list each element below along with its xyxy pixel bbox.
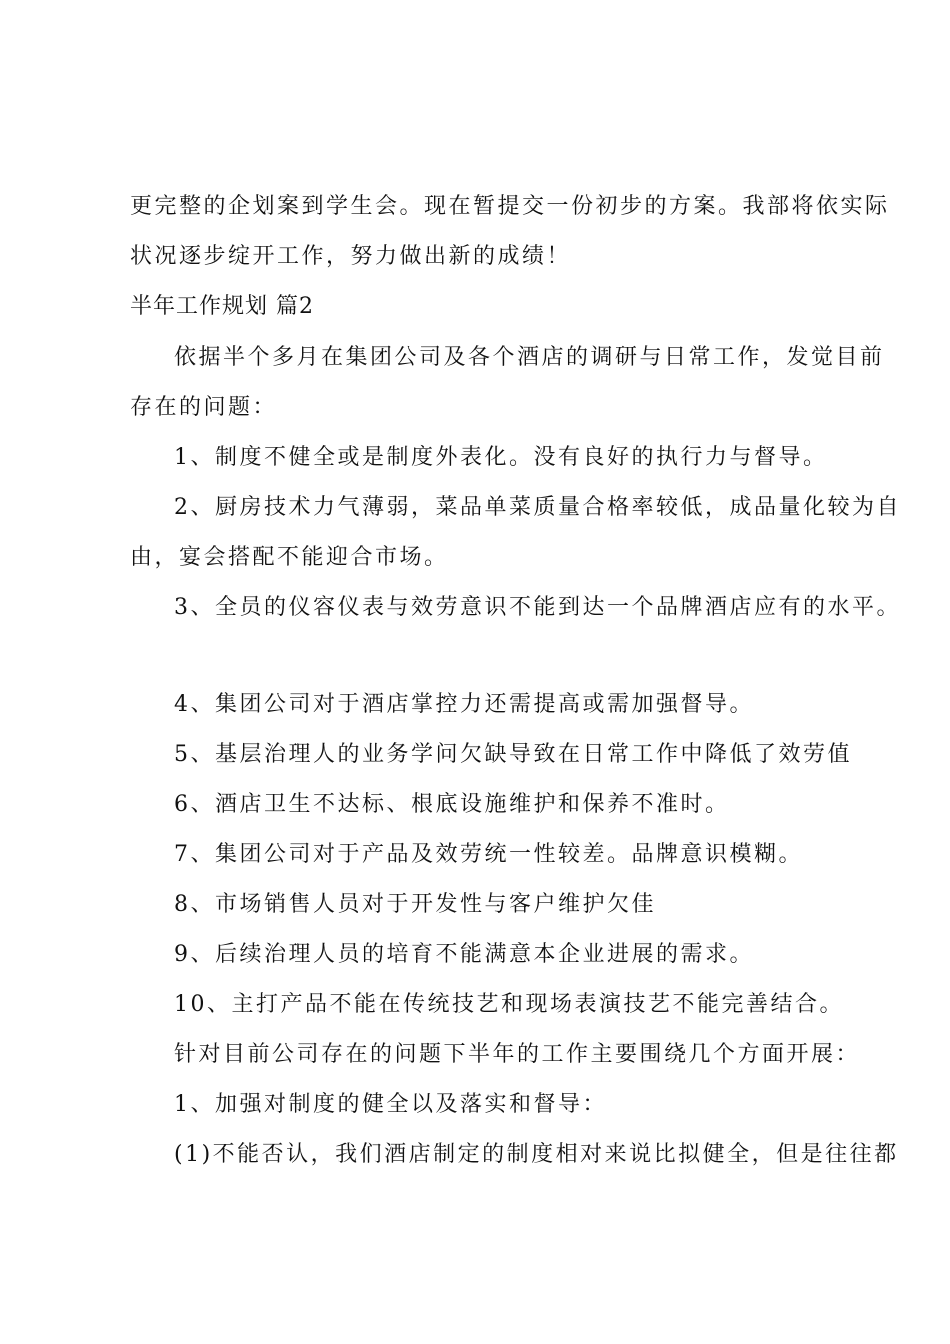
list-item: 8、市场销售人员对于开发性与客户维护欠佳 bbox=[174, 892, 656, 917]
list-item: 5、基层治理人的业务学问欠缺导致在日常工作中降低了效劳值 bbox=[174, 742, 852, 767]
list-item: 3、全员的仪容仪表与效劳意识不能到达一个品牌酒店应有的水平。 bbox=[174, 595, 901, 620]
list-item: 4、集团公司对于酒店掌控力还需提高或需加强督导。 bbox=[174, 692, 754, 717]
list-item: 7、集团公司对于产品及效劳统一性较差。品牌意识模糊。 bbox=[174, 842, 803, 867]
list-item: 1、加强对制度的健全以及落实和督导： bbox=[174, 1092, 607, 1117]
list-item: 9、后续治理人员的培育不能满意本企业进展的需求。 bbox=[174, 942, 754, 967]
paragraph-line: 状况逐步绽开工作，努力做出新的成绩！ bbox=[130, 244, 572, 269]
list-item: (1)不能否认，我们酒店制定的制度相对来说比拟健全，但是往往都 bbox=[174, 1142, 899, 1167]
list-item: 6、酒店卫生不达标、根底设施维护和保养不准时。 bbox=[174, 792, 730, 817]
paragraph-line: 依据半个多月在集团公司及各个酒店的调研与日常工作，发觉目前 bbox=[174, 345, 885, 370]
paragraph-line: 由，宴会搭配不能迎合市场。 bbox=[130, 545, 449, 570]
section-heading: 半年工作规划 篇2 bbox=[130, 294, 314, 319]
paragraph-line: 针对目前公司存在的问题下半年的工作主要围绕几个方面开展： bbox=[174, 1042, 861, 1067]
list-item: 1、制度不健全或是制度外表化。没有良好的执行力与督导。 bbox=[174, 445, 828, 470]
paragraph-line: 更完整的企划案到学生会。现在暂提交一份初步的方案。我部将依实际 bbox=[130, 194, 890, 219]
list-item: 2、厨房技术力气薄弱，菜品单菜质量合格率较低，成品量化较为自 bbox=[174, 495, 901, 520]
paragraph-line: 存在的问题： bbox=[130, 395, 278, 420]
list-item: 10、主打产品不能在传统技艺和现场表演技艺不能完善结合。 bbox=[174, 992, 844, 1017]
